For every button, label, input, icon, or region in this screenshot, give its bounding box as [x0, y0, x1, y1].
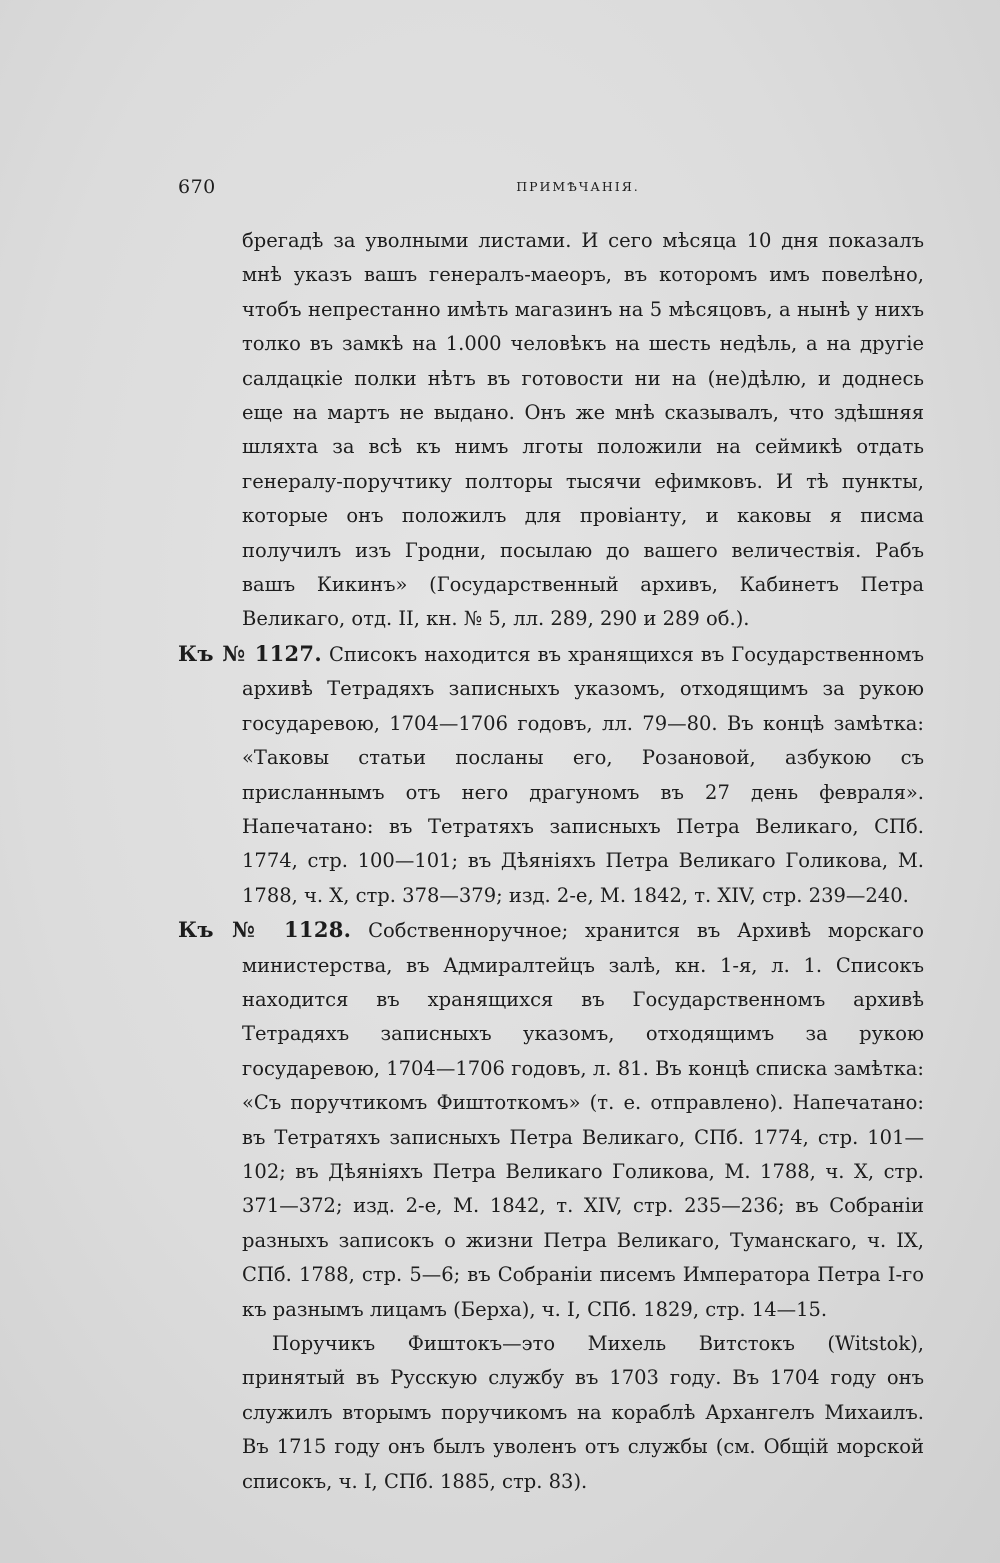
page-header — [178, 176, 918, 206]
note-1128-commentary-paragraph — [178, 1327, 924, 1499]
paragraph-text: Списокъ находится въ хранящихся въ Государственномъ архивѣ Тетрадяхъ записныхъ указомъ, отходящимъ за рукою государевою, 1704—1706 годовъ, лл. 79—80. Въ концѣ замѣтка: «Таковы статьи посланы его, Розановой, азбукою съ присланнымъ отъ него драгуномъ въ 27 день февраля». Напечатано: въ Тетратяхъ записныхъ Петра Великаго, СПб. 1774, стр. 100—101; въ Дѣяніяхъ Петра Великаго Голикова, М. 1788, ч. X, стр. 378—379; изд. 2-е, М. 1842, т. XIV, стр. 239—240. — [242, 642, 924, 907]
paragraph-text: брегадѣ за уволными листами. И сего мѣсяца 10 дня показалъ мнѣ указъ вашъ генералъ-маеоръ, въ которомъ имъ повелѣно, чтобъ непрестанно имѣть магазинъ на 5 мѣсяцовъ, а нынѣ у нихъ толко въ замкѣ на 1.000 человѣкъ на шесть недѣль, а на другіе салдацкіе полки нѣтъ въ готовости ни на (не)дѣлю, и доднесь еще на мартъ не выдано. Онъ же мнѣ сказывалъ, что здѣшняя шляхта за всѣ къ нимъ лготы положили на сеймикѣ отдать генералу-поручтику полторы тысячи ефимковъ. И тѣ пункты, которые онъ положилъ для провіанту, и каковы я писма получилъ изъ Гродни, посылаю до вашего величествія. Рабъ вашъ Кикинъ» (Государственный архивъ, Кабинетъ Петра Великаго, отд. II, кн. № 5, лл. 289, 290 и 289 об.). — [242, 229, 924, 631]
note-reference: Къ № 1127. — [178, 640, 322, 666]
paragraph-text: Собственноручное; хранится въ Архивѣ морскаго министерства, въ Адмиралтейцъ залѣ, кн. 1-я, л. 1. Списокъ находится въ хранящихся въ Государственномъ архивѣ Тетрадяхъ записныхъ указомъ, отходящимъ за рукою государевою, 1704—1706 годовъ, л. 81. Въ концѣ списка замѣтка: «Съ поручтикомъ Фиштоткомъ» (т. е. отправлено). Напечатано: въ Тетратяхъ записныхъ Петра Великаго, СПб. 1774, стр. 101—102; въ Дѣяніяхъ Петра Великаго Голикова, М. 1788, ч. X, стр. 371—372; изд. 2-е, М. 1842, т. XIV, стр. 235—236; въ Собраніи разныхъ записокъ о жизни Петра Великаго, Туманскаго, ч. IX, СПб. 1788, стр. 5—6; въ Собраніи писемъ Императора Петра I-го къ разнымъ лицамъ (Берха), ч. I, СПб. 1829, стр. 14—15. — [242, 919, 924, 1321]
note-reference: Къ № 1128. — [178, 917, 352, 943]
note-1128-paragraph — [178, 913, 924, 1327]
page-body — [178, 224, 924, 1499]
letter-continuation-paragraph — [178, 224, 924, 637]
page-number: 670 — [178, 176, 216, 198]
paragraph-text: Поручикъ Фиштокъ—это Михель Витстокъ (Witstok), принятый въ Русскую службу въ 1703 году. Въ 1704 году онъ служилъ вторымъ поручикомъ на кораблѣ Архангелъ Михаилъ. Въ 1715 году онъ былъ уволенъ отъ службы (см. Общій морской списокъ, ч. I, СПб. 1885, стр. 83). — [242, 1332, 924, 1493]
note-1127-paragraph — [178, 637, 924, 913]
running-title: ПРИМѢЧАНІЯ. — [516, 179, 640, 194]
